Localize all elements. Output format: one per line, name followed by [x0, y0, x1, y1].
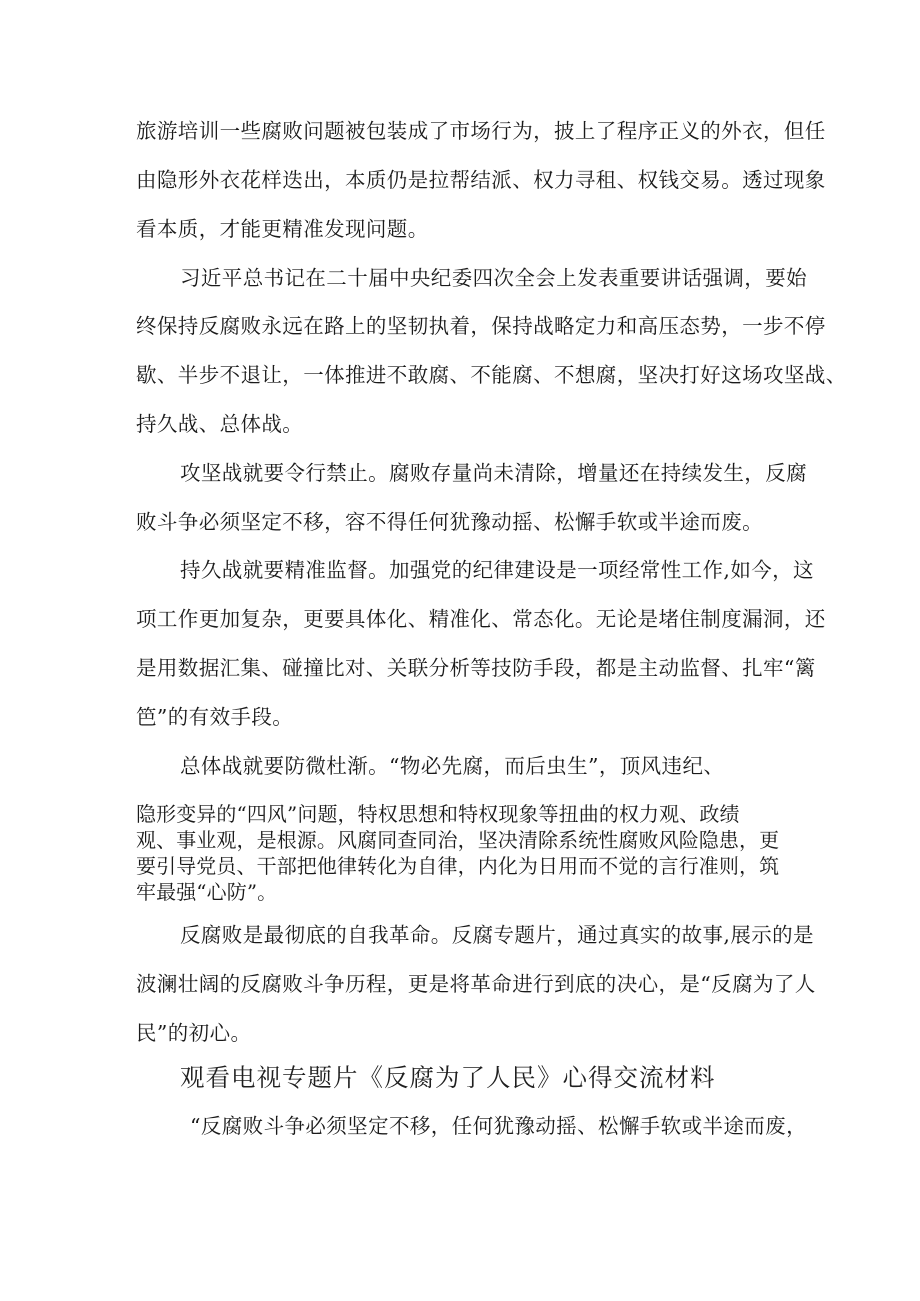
paragraph-3-line-1: 攻坚战就要令行禁止。腐败存量尚未清除，增量还在持续发生，反腐 [180, 461, 807, 485]
paragraph-2-line-1: 习近平总书记在二十届中央纪委四次全会上发表重要讲话强调，要始 [180, 266, 807, 290]
paragraph-1-line-3: 看本质，才能更精准发现问题。 [136, 217, 429, 241]
paragraph-5-line-3: 观、事业观，是根源。风腐同查同治，坚决清除系统性腐败风险隐患，更 [136, 828, 780, 852]
paragraph-1-line-2: 由隐形外衣花样迭出，本质仍是拉帮结派、权力寻租、权钱交易。透过现象 [136, 168, 826, 192]
paragraph-5-line-5: 牢最强“心防”。 [136, 880, 278, 904]
paragraph-5-line-2: 隐形变异的“四风”问题，特权思想和特权现象等扭曲的权力观、政绩 [136, 802, 740, 826]
opening-quote-line: “反腐败斗争必须坚定不移，任何犹豫动摇、松懈手软或半途而废， [190, 1114, 807, 1138]
paragraph-6-line-2: 波澜壮阔的反腐败斗争历程，更是将革命进行到底的决心，是“反腐为了人 [136, 972, 816, 996]
paragraph-2-line-4: 持久战、总体战。 [136, 412, 304, 436]
paragraph-6-line-1: 反腐败是最彻底的自我革命。反腐专题片，通过真实的故事,展示的是 [180, 923, 814, 947]
paragraph-1-line-1: 旅游培训一些腐败问题被包装成了市场行为，披上了程序正义的外衣，但任 [136, 119, 826, 143]
paragraph-2-line-2: 终保持反腐败永远在路上的坚韧执着，保持战略定力和高压态势，一步不停 [136, 314, 826, 338]
paragraph-4-line-4: 笆”的有效手段。 [136, 705, 294, 729]
paragraph-5-line-1: 总体战就要防微杜渐。“物必先腐，而后虫生”，顶风违纪、 [180, 754, 725, 778]
paragraph-3-line-2: 败斗争必须坚定不移，容不得任何犹豫动摇、松懈手软或半途而废。 [136, 510, 763, 534]
paragraph-4-line-2: 项工作更加复杂，更要具体化、精准化、常态化。无论是堵住制度漏洞，还 [136, 607, 826, 631]
paragraph-6-line-3: 民”的初心。 [136, 1021, 252, 1045]
paragraph-5-line-4: 要引导党员、干部把他律转化为自律，内化为日用而不觉的言行准则，筑 [136, 854, 780, 878]
paragraph-4-line-1: 持久战就要精准监督。加强党的纪律建设是一项经常性工作,如今，这 [180, 558, 814, 582]
paragraph-4-line-3: 是用数据汇集、碰撞比对、关联分析等技防手段，都是主动监督、扎牢“篱 [136, 656, 816, 680]
article-heading: 观看电视专题片《反腐为了人民》心得交流材料 [180, 1063, 716, 1092]
paragraph-2-line-3: 歇、半步不退让，一体推进不敢腐、不能腐、不想腐，坚决打好这场攻坚战、 [136, 363, 847, 387]
